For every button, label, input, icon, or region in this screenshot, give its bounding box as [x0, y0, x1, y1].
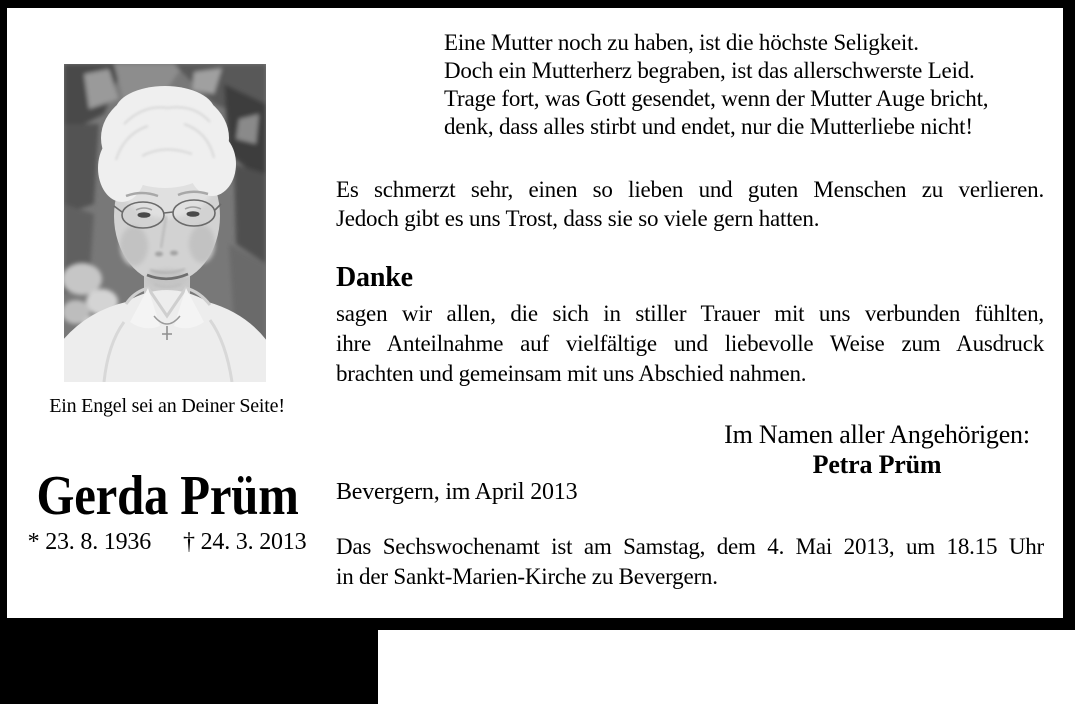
thanks-heading: Danke — [336, 262, 413, 293]
thanks-line: brachten und gemeinsam mit uns Abschied nahmen. — [336, 361, 807, 386]
portrait-photo — [64, 64, 266, 382]
service-paragraph — [336, 532, 1044, 592]
poem-line: denk, dass alles stirbt und endet, nur die Mutterliebe nicht! — [444, 114, 973, 139]
thanks-line: ihre Anteilnahme auf vielfältige und liebevolle Weise zum Ausdruck — [336, 331, 1044, 356]
photo-caption: Ein Engel sei an Deiner Seite! — [49, 395, 285, 417]
life-dates — [17, 529, 317, 555]
memorial-poem — [444, 29, 1064, 141]
place-dateline: Bevergern, im April 2013 — [336, 479, 578, 505]
poem-line: Doch ein Mutterherz begraben, ist das allerschwerste Leid. — [444, 58, 975, 83]
signature-name: Petra Prüm — [812, 450, 942, 479]
poem-line: Trage fort, was Gott gesendet, wenn der Mutter Auge bricht, — [444, 86, 989, 111]
service-line: in der Sankt-Marien-Kirche zu Bevergern. — [336, 564, 718, 589]
service-line: Das Sechswochenamt ist am Samstag, dem 4. Mai 2013, um 18.15 Uhr — [336, 534, 1044, 559]
on-behalf-line: Im Namen aller Angehörigen: — [724, 420, 1030, 449]
scan-black-bar — [0, 618, 378, 704]
birth-date: * 23. 8. 1936 — [27, 529, 151, 555]
condolence-line: Jedoch gibt es uns Trost, dass sie so viele gern hatten. — [336, 206, 820, 231]
deceased-name: Gerda Prüm — [36, 465, 299, 527]
family-block — [652, 420, 1075, 480]
poem-line: Eine Mutter noch zu haben, ist die höchste Seligkeit. — [444, 30, 919, 55]
portrait-photo-drawing — [64, 64, 266, 382]
death-date: † 24. 3. 2013 — [183, 529, 307, 555]
thanks-line: sagen wir allen, die sich in stiller Trauer mit uns verbunden fühlten, — [336, 301, 1044, 326]
condolence-paragraph — [336, 175, 1044, 233]
thanks-paragraph — [336, 299, 1044, 389]
condolence-line: Es schmerzt sehr, einen so lieben und guten Menschen zu verlieren. — [336, 177, 1044, 202]
